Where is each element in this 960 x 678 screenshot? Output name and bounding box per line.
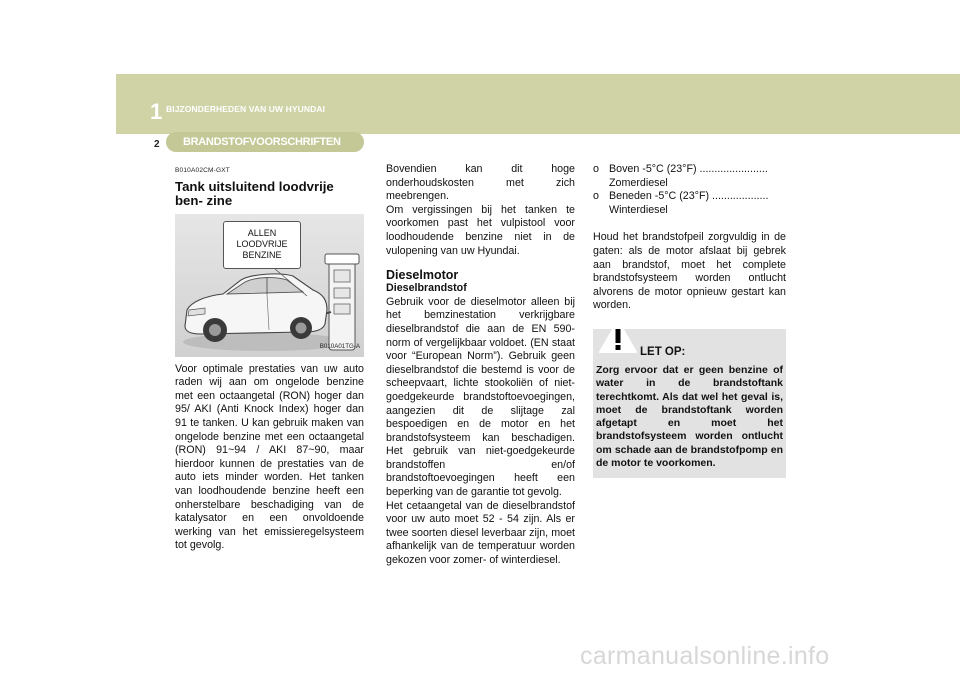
list-line: Boven -5°C (23°F) ....................... — [609, 163, 768, 175]
body-paragraph: Houd het brandstofpeil zorgvuldig in de gaten: als de motor afslaat bij gebrek aan brandstof, moet het complete brandstofsysteem worden ontlucht alvorens de motor opnieuw gestart kan worden. — [593, 231, 786, 312]
column-1 — [175, 164, 364, 553]
warning-box — [593, 329, 786, 478]
callout-line: LOODVRIJE — [236, 238, 288, 249]
watermark: carmanualsonline.info — [580, 642, 830, 670]
list-indent: Winterdiesel — [609, 203, 668, 216]
list-bullet: o — [593, 163, 599, 175]
diesel-subheading: Dieselbrandstof — [386, 282, 467, 295]
body-paragraph: Het cetaangetal van de dieselbrandstof voor uw auto moet 52 - 54 zijn. Als er twee soorten diesel leverbaar zijn, moet afhankelijk van de temperatuur worden gekozen voor zomer- of winterdiesel. — [386, 499, 575, 567]
fuel-callout — [223, 221, 301, 269]
section-tab — [166, 132, 364, 152]
callout-line: ALLEN — [247, 227, 277, 238]
list-item — [593, 190, 786, 217]
body-paragraph: Gebruik voor de dieselmotor alleen bij het bemzinestation verkrijgbare dieselbrandstof die aan de EN 590-norm of vergelijkbaar voldoet. (EN staat voor “European Norm”). Gebruik geen dieselbrandstof die bestemd is voor de scheepvaart, lichte stookoliën of niet-goedgekeurde brandstoftoevoegingen, aangezien dit de slijtage zal bespoedigen en de motor en het brandstofsysteem kan beschadigen. Het gebruik van niet-goedgekeurde brandstoffen en/of brandstoftoevoegingen heeft een beperking van de garantie tot gevolg. — [386, 295, 575, 499]
list-item — [593, 163, 786, 190]
figure-code: B010A01TG-A — [319, 343, 360, 350]
section-title: BRANDSTOFVOORSCHRIFTEN — [183, 136, 341, 148]
page-number: 2 — [154, 139, 160, 150]
callout-line: BENZINE — [242, 249, 282, 260]
chapter-number: 1 — [150, 99, 163, 124]
section-code: B010A02CM-GXT — [175, 167, 230, 174]
fuel-illustration — [175, 214, 364, 357]
column-3 — [593, 163, 786, 478]
section-heading: Tank uitsluitend loodvrije ben- zine — [175, 178, 334, 208]
warning-triangle-icon — [597, 318, 639, 356]
diesel-heading: Dieselmotor — [386, 268, 459, 283]
list-line: Beneden -5°C (23°F) ................... — [609, 190, 769, 203]
list-bullet: o — [593, 190, 599, 203]
body-paragraph: Voor optimale prestaties van uw auto raden wij aan om ongelode benzine met een octaangetal (RON) hoger dan 95/ AKI (Anti Knock Index) hoger dan 91 te tanken. U kan gebruik maken van ongelode benzine met een octaangetal (RON) 91~94 / AKI 87~90, maar hierdoor kunnen de prestaties van de auto iets minder worden. Het tanken van loodhoudende benzine heeft een onherstelbare beschadiging van de katalysator en een onvoldoende werking van het emissieregelsysteem tot gevolg. — [175, 362, 364, 552]
body-paragraph: Om vergissingen bij het tanken te voorkomen past het vulpistool voor loodhoudende benzine niet in de vulopening van uw Hyundai. — [386, 203, 575, 257]
chapter-title: BIJZONDERHEDEN VAN UW HYUNDAI — [166, 104, 326, 114]
body-paragraph: Bovendien kan dit hoge onderhoudskosten met zich meebrengen. — [386, 163, 575, 203]
warning-header — [596, 332, 783, 364]
warning-title: LET OP: — [640, 345, 686, 358]
list-indent: Zomerdiesel — [609, 176, 668, 189]
warning-text: Zorg ervoor dat er geen benzine of water in de brandstoftank terechtkomt. Als dat wel het geval is, moet de brandstoftank worden afgetapt en moet het brandstofsysteem worden ontlucht om schade aan de brandstofpomp en de motor te voorkomen. — [596, 363, 783, 470]
column-2 — [386, 163, 575, 568]
